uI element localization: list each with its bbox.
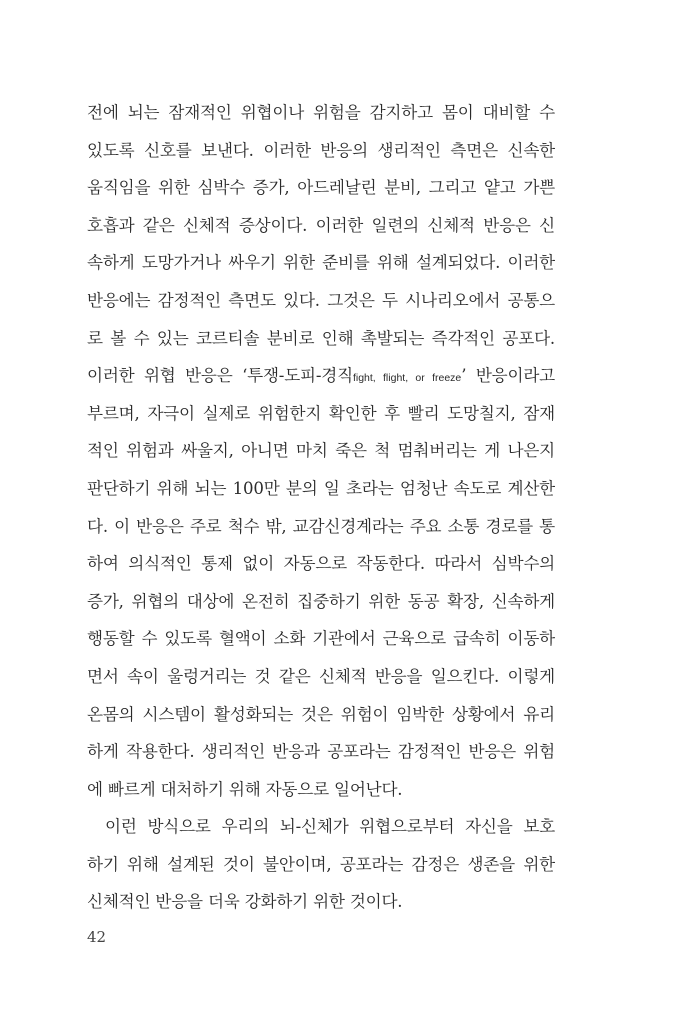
text-line: 다. 이 반응은 주로 척수 밖, 교감신경계라는 주요 소통 경로를 통	[87, 516, 555, 536]
text-line: 있도록 신호를 보낸다. 이러한 반응의 생리적인 측면은 신속한	[87, 140, 555, 160]
page-number: 42	[87, 928, 107, 946]
text-line: 하여 의식적인 통제 없이 자동으로 작동한다. 따라서 심박수의	[87, 554, 555, 574]
text-line: 호흡과 같은 신체적 증상이다. 이러한 일련의 신체적 반응은 신	[87, 215, 555, 235]
text-segment: 이러한 위협 반응은 ‘투쟁-도피-경직	[87, 366, 353, 386]
text-line-indented: 이런 방식으로 우리의 뇌-신체가 위협으로부터 자신을 보호	[105, 817, 555, 837]
text-line-with-gloss	[87, 357, 555, 395]
text-line: 면서 속이 울렁거리는 것 같은 신체적 반응을 일으킨다. 이렇게	[87, 666, 555, 686]
text-line: 하기 위해 설계된 것이 불안이며, 공포라는 감정은 생존을 위한	[87, 854, 555, 874]
body-text	[87, 94, 555, 921]
text-line: 부르며, 자극이 실제로 위험한지 확인한 후 빨리 도망칠지, 잠재	[87, 403, 555, 423]
text-line: 증가, 위협의 대상에 온전히 집중하기 위한 동공 확장, 신속하게	[87, 591, 555, 611]
text-line: 반응에는 감정적인 측면도 있다. 그것은 두 시나리오에서 공통으	[87, 290, 555, 310]
text-line: 로 볼 수 있는 코르티솔 분비로 인해 촉발되는 즉각적인 공포다.	[87, 328, 555, 348]
text-line: 움직임을 위한 심박수 증가, 아드레날린 분비, 그리고 얕고 가쁜	[87, 178, 555, 198]
text-line: 에 빠르게 대처하기 위해 자동으로 일어난다.	[87, 779, 403, 799]
text-line: 적인 위험과 싸울지, 아니면 마치 죽은 척 멈춰버리는 게 나은지	[87, 441, 555, 461]
english-gloss: fight, flight, or freeze	[352, 372, 462, 385]
text-line: 속하게 도망가거나 싸우기 위한 준비를 위해 설계되었다. 이러한	[87, 253, 555, 273]
text-line: 행동할 수 있도록 혈액이 소화 기관에서 근육으로 급속히 이동하	[87, 629, 555, 649]
text-line: 온몸의 시스템이 활성화되는 것은 위험이 임박한 상황에서 유리	[87, 704, 555, 724]
text-line: 하게 작용한다. 생리적인 반응과 공포라는 감정적인 반응은 위험	[87, 742, 555, 762]
text-line: 판단하기 위해 뇌는 100만 분의 일 초라는 엄청난 속도로 계산한	[87, 478, 555, 498]
text-line: 전에 뇌는 잠재적인 위협이나 위험을 감지하고 몸이 대비할 수	[87, 103, 555, 122]
text-line: 신체적인 반응을 더욱 강화하기 위한 것이다.	[87, 892, 403, 912]
text-segment: ’ 반응이라고	[461, 366, 555, 386]
